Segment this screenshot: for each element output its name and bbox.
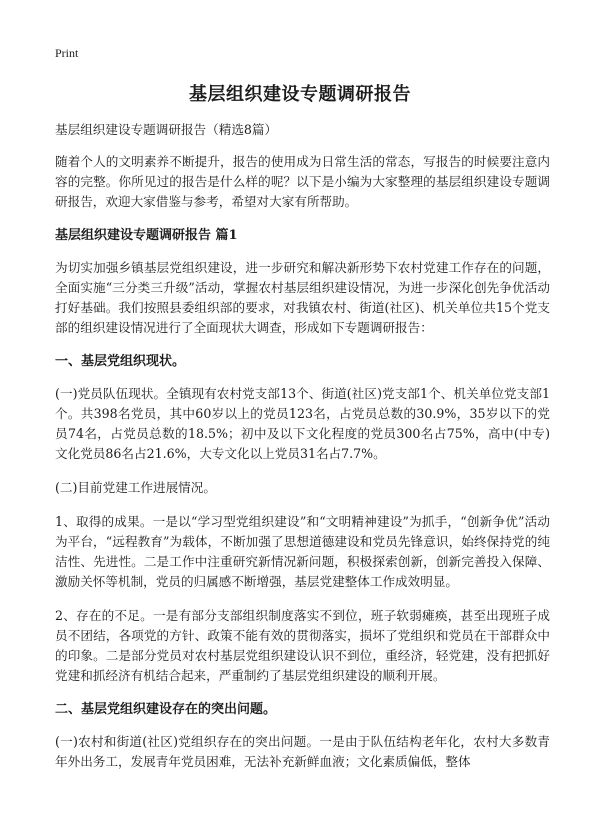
- section-heading: 一、基层党组织现状。: [55, 354, 186, 369]
- section-heading: 二、基层党组织建设存在的突出问题。: [55, 702, 277, 717]
- article-heading: 基层组织建设专题调研报告 篇1: [55, 228, 238, 243]
- intro-paragraph: 随着个人的文明素养不断提升，报告的使用成为日常生活的常态，写报告的时候要注意内容的完整。你所见过的报告是什么样的呢？以下是小编为大家整理的基层组织建设专题调研报告，欢迎大家借鉴与参考，希望对大家有所帮助。: [55, 154, 550, 209]
- paragraph: 为切实加强乡镇基层党组织建设，进一步研究和解决新形势下农村党建工作存在的问题，全面实施“三分类三升级”活动，掌握农村基层组织建设情况，为进一步深化创先争优活动打好基础。我们按照县委组织部的要求，对我镇农村、街道(社区)、机关单位共15个党支部的组织建设情况进行了全面现状大调查，形成如下专题调研报告：: [55, 260, 550, 335]
- page-title: 基层组织建设专题调研报告: [189, 84, 411, 105]
- paragraph: 2、存在的不足。一是有部分支部组织制度落实不到位，班子软弱瘫痪，甚至出现班子成员不团结，各项党的方针、政策不能有效的贯彻落实，损坏了党组织和党员在干部群众中的印象。二是部分党员对农村基层党组织建设认识不到位，重经济，轻党建，没有把抓好党建和抓经济有机结合起来，严重制约了基层党组织建设的顺利开展。: [55, 608, 550, 683]
- paragraph: (一)党员队伍现状。全镇现有农村党支部13个、街道(社区)党支部1个、机关单位党支部1个。共398名党员，其中60岁以上的党员123名，占党员总数的30.9%，35岁以下的党员74名，占党员总数的18.5%；初中及以下文化程度的党员300名占75%，高中(中专)文化党员86名占21.6%，大专文化以上党员31名占7.7%。: [55, 386, 550, 461]
- print-link[interactable]: Print: [55, 46, 79, 60]
- document-body: [55, 120, 550, 786]
- paragraph: 1、取得的成果。一是以“学习型党组织建设”和“文明精神建设”为抓手，“创新争优”活动为平台，“远程教育”为载体，不断加强了思想道德建设和党员先锋意识，始终保持党的纯洁性、先进性。二是工作中注重研究新情况新问题，积极探索创新，创新完善投入保障、激励关怀等机制，党员的归属感不断增强，基层党建整体工作成效明显。: [55, 514, 550, 589]
- paragraph: (一)农村和街道(社区)党组织存在的突出问题。一是由于队伍结构老年化，农村大多数青年外出务工，发展青年党员困难，无法补充新鲜血液；文化素质偏低，整体: [55, 734, 550, 769]
- paragraph: (二)目前党建工作进展情况。: [55, 480, 216, 495]
- document-subtitle: 基层组织建设专题调研报告（精选8篇）: [55, 122, 278, 137]
